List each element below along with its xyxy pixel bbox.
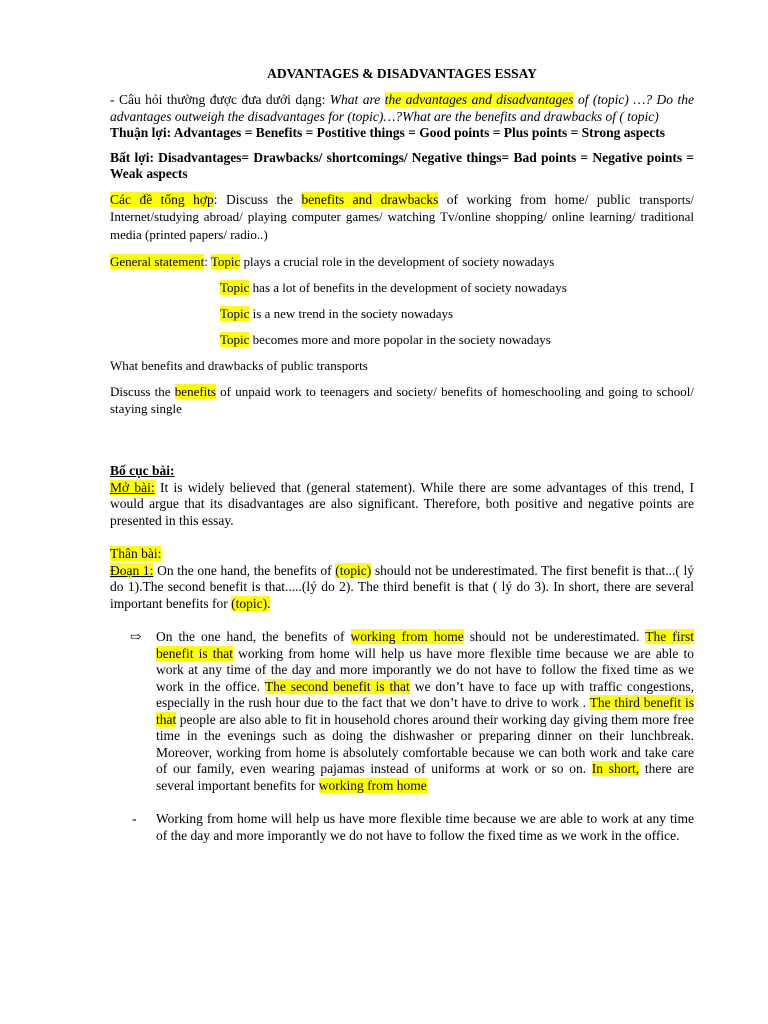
para1-text-1: On the one hand, the benefits of: [153, 562, 336, 578]
synthesis-text-1: : Discuss the: [213, 191, 302, 207]
body-label: Thân bài:: [110, 546, 162, 561]
wfh-text-3: working from home will help us have more flexible time because we are able to work at any time of the day and more imporantly we do not have to follow the fixed time as we work in the office.: [156, 645, 694, 694]
question-italic-end: of (topic) …? Do the advantages outweigh the disadvantages for (topic)…?What are the benefits and drawbacks of ( topic): [110, 92, 695, 124]
example-2-text-1: Discuss the: [110, 384, 175, 399]
question-forms: [110, 92, 694, 125]
synthesis-text-3: transports/ Internet/studying abroad/ playing computer games/ watching Tv/online shopping/ online learning/ traditional media (printed papers/ radio..): [110, 191, 694, 242]
example-2-text-2: of unpaid work to teenagers and society/ benefits of homeschooling and going to school/ staying single: [110, 384, 694, 416]
advantages-synonyms: Thuận lợi: Advantages = Benefits = Postitive things = Good points = Plus points = Strong aspects: [110, 125, 666, 140]
synthesis-topics: [110, 191, 694, 244]
wfh-text-6: there are several important benefits for: [156, 761, 694, 793]
wfh-highlight-5: In short,: [591, 761, 640, 776]
para1-label: Đoạn 1:: [110, 562, 154, 578]
synthesis-highlight: benefits and drawbacks: [301, 191, 439, 207]
wfh-highlight-4: The third benefit is that: [156, 695, 694, 727]
general-statement-line: has a lot of benefits in the development of society nowadays: [249, 280, 567, 295]
body-heading: [110, 546, 694, 563]
document-title: ADVANTAGES & DISADVANTAGES ESSAY: [267, 66, 537, 81]
wfh-text-5: people are also able to fit in household chores around their working day giving them more free time in the evenings such as doing the dishwasher or preparing dinner on their lunchbreak. Moreover, working from home is absolutely comfortable because we can both work and take care of our family, even wearing pajamas instead of uniforms at work or so on.: [156, 711, 694, 776]
question-italic-start: What are: [329, 92, 385, 107]
structure-heading: Bố cục bài:: [110, 463, 175, 478]
document-page: [110, 66, 694, 844]
wfh-text-4: we don’t have to face up with traffic congestions, especially in the rush hour due to the fact that we don’t have to drive to work .: [156, 678, 694, 710]
arrow-bullet-icon: ⇨: [130, 629, 142, 644]
intro-text: It is widely believed that (general statement). While there are some advantages of this trend, I would argue that its disadvantages are also significant. Therefore, both positive and negative points are presented in this essay.: [110, 479, 694, 528]
working-from-home-benefits: [156, 629, 694, 794]
question-highlight: the advantages and disadvantages: [384, 92, 574, 107]
para1-text-2: should not be underestimated. The first benefit is that...( lý do 1).The second benefit is that.....(lý do 2). The third benefit is that ( lý do 3). In short, there are several important benefits for: [110, 562, 695, 611]
general-statement-block: [110, 253, 694, 348]
synthesis-text-2: of working from home/ public: [438, 191, 640, 207]
arrow-list-item: [110, 629, 694, 794]
general-statement-row: [110, 305, 694, 322]
wfh-text-1: On the one hand, the benefits of: [156, 629, 351, 644]
essay-structure: [110, 463, 694, 612]
general-statement-label: General statement: [110, 254, 205, 269]
para1-topic-2: (topic).: [231, 595, 271, 611]
intro-label: Mở bài:: [110, 479, 155, 495]
general-statement-row: [110, 279, 694, 296]
introduction-paragraph: [110, 480, 694, 530]
flexible-time-point: Working from home will help us have more flexible time because we are able to work at any time of the day and more imporantly we do not have to follow the fixed time as we work in the office.: [156, 811, 694, 843]
dash-bullet: -: [132, 811, 137, 826]
dash-list-item: [110, 811, 694, 844]
topic-word: Topic: [220, 306, 250, 321]
wfh-highlight-2: The first benefit is that: [156, 629, 694, 661]
para1-topic-1: (topic): [335, 562, 372, 578]
general-statement-row: [110, 253, 694, 270]
paragraph-1-template: [110, 563, 694, 613]
general-statement-line: is a new trend in the society nowadays: [249, 306, 454, 321]
example-unpaid-work: [110, 383, 694, 417]
disadvantages-synonyms: Bất lợi: Disadvantages= Drawbacks/ shortcomings/ Negative things= Bad points = Negative points = Weak aspects: [110, 149, 694, 181]
wfh-highlight-6: working from home: [318, 777, 427, 793]
question-prefix: - Câu hỏi thường được đưa dưới dạng:: [110, 92, 330, 107]
topic-word: Topic: [220, 332, 250, 347]
general-statement-colon: :: [204, 254, 211, 269]
example-public-transport: What benefits and drawbacks of public transports: [110, 358, 368, 373]
example-2-highlight: benefits: [174, 384, 216, 399]
wfh-text-2: should not be underestimated.: [463, 629, 646, 644]
general-statement-line: becomes more and more popolar in the society nowadays: [249, 332, 551, 347]
topic-word: Topic: [220, 280, 250, 295]
wfh-highlight-1: working from home: [350, 629, 464, 644]
wfh-highlight-3: The second benefit is that: [264, 678, 410, 694]
topic-word: Topic: [210, 254, 241, 269]
synthesis-label: Các đề tổng hợp: [110, 191, 214, 207]
general-statement-row: [110, 331, 694, 348]
general-statement-line: plays a crucial role in the development of society nowadays: [240, 254, 555, 269]
